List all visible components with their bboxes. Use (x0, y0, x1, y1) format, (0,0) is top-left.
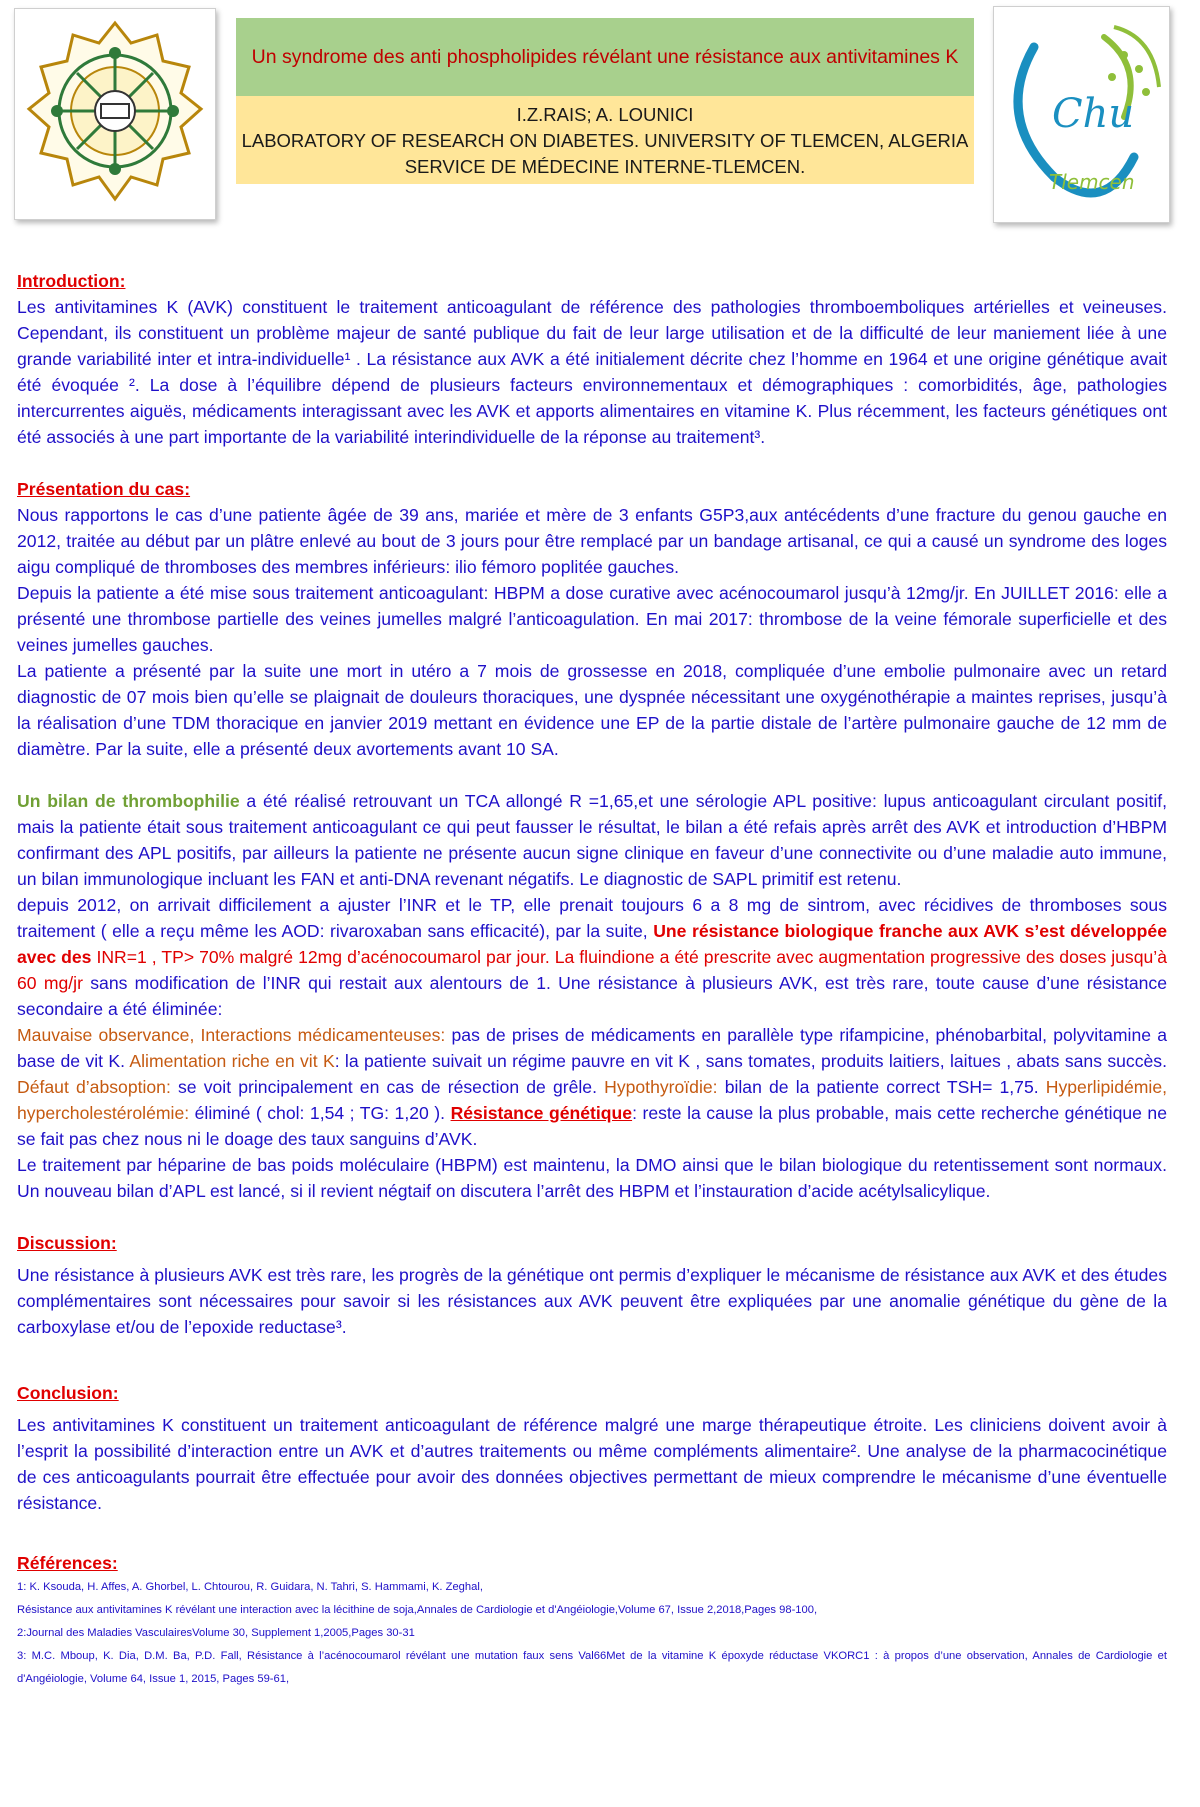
thrombophilia-paragraph (17, 788, 1167, 892)
chu-tlemcen-logo-icon (994, 7, 1169, 222)
cause-label: Hypothyroïdie: (604, 1077, 718, 1097)
cause-text: : la patiente suivait un régime pauvre en vit K , sans tomates, produits laitiers, laitues , abats sans succès. (334, 1051, 1167, 1071)
causes-paragraph (17, 1022, 1167, 1152)
inr-text-1: depuis 2012, on arrivait difficilement a ajuster l’INR et le TP, elle prenait toujours 6 a 8 mg de sintrom, avec récidives de thromboses sous traitement ( elle a reçu même les AOD: rivaroxaban sans efficacité), par la suite, (17, 895, 1167, 941)
reference-item: 3: M.C. Mboup, K. Dia, D.M. Ba, P.D. Fall, Résistance à l’acénocoumarol révélant une mutation faux sens Val66Met de la vitamine K époxyde réductase VKORC1 : à propos d’une observation, Annales de Cardiologie et d'Angéiologie, Volume 64, Issue 1, 2015, Pages 59-61, (17, 1650, 1167, 1685)
cause-text: éliminé ( chol: 1,54 ; TG: 1,20 ). (189, 1103, 451, 1123)
cause-label: Défaut d’absoption: (17, 1077, 171, 1097)
poster-title: Un syndrome des anti phospholipides révélant une résistance aux antivitamines K (251, 45, 959, 68)
university-logo (14, 8, 216, 220)
cause-text: se voit principalement en cas de résection de grêle. (170, 1077, 605, 1097)
thrombophilia-text: a été réalisé retrouvant un TCA allongé R =1,65,et une sérologie APL positive: lupus anticoagulant circulant positif, mais la patiente était sous traitement anticoagulant ce qui peut fausser le résultat, le bilan a été refais après arrêt des AVK et introduction d’HBPM confirmant des APL positifs, par ailleurs la patiente ne présente aucun signe clinique en faveur d’une connectivite ou d’une maladie auto immune, un bilan immunologique incluant les FAN et anti-DNA revenant négatifs. Le diagnostic de SAPL primitif est retenu. (17, 791, 1168, 889)
reference-item: Résistance aux antivitamines K révélant une interaction avec la lécithine de soja,Annales de Cardiologie et d'Angéiologie,Volume 67, Issue 2,2018,Pages 98-100, (17, 1604, 818, 1616)
university-seal-icon (15, 9, 215, 219)
cause-label: Mauvaise observance, Interactions médicamenteuses: (17, 1025, 446, 1045)
inr-values-highlight: INR=1 , TP> 70% malgré 12mg d’acénocoumarol par jour. La fluindione a été prescrite avec augmentation progressive des doses jusqu’à 60 mg/jr (17, 947, 1167, 993)
references-heading: Références: (17, 1553, 118, 1573)
discussion-heading: Discussion: (17, 1233, 117, 1253)
reference-item: 1: K. Ksouda, H. Affes, A. Ghorbel, L. Chtourou, R. Guidara, N. Tahri, S. Hammami, K. Zeghal, (17, 1581, 483, 1593)
cause-label: Alimentation riche en vit K (129, 1051, 335, 1071)
reference-item: 2:Journal des Maladies VasculairesVolume 30, Supplement 1,2005,Pages 30-31 (17, 1627, 415, 1639)
case-paragraph-2: Depuis la patiente a été mise sous traitement anticoagulant: HBPM a dose curative avec acénocoumarol jusqu’à 12mg/jr. En JUILLET 2016: elle a présenté une thrombose partielle des veines jumelles malgré l’anticoagulation. En mai 2017: thrombose de la veine fémorale superficielle et des veines jumelles gauches. (17, 583, 1167, 655)
case-paragraph-1: Nous rapportons le cas d’une patiente âgée de 39 ans, mariée et mère de 3 enfants G5P3,aux antécédents d’une fracture du genou gauche en 2012, traitée au début par un plâtre enlevé au bout de 3 jours pour être remplacé par un bandage artisanal, ce qui a causé un syndrome des loges aigu compliqué de thromboses des membres inférieurs: ilio fémoro poplitée gauches. (17, 505, 1167, 577)
case-heading: Présentation du cas: (17, 479, 191, 499)
case-paragraph-3: La patiente a présenté par la suite une mort in utéro a 7 mois de grossesse en 2018, compliquée d’une embolie pulmonaire avec un retard diagnostic de 07 mois bien qu’elle se plaignait de douleurs thoraciques, une dyspnée nécessitant une oxygénothérapie a maintes reprises, jusqu’à la réalisation d’une TDM thoracique en janvier 2019 mettant en évidence une EP de la partie distale de l’artère pulmonaire gauche de 12 mm de diamètre. Par la suite, elle a présenté deux avortements avant 10 SA. (17, 661, 1167, 759)
affiliation-laboratory: LABORATORY OF RESEARCH ON DIABETES. UNIVERSITY OF TLEMCEN, ALGERIA (241, 130, 969, 151)
genetic-resistance-text: : reste la cause la plus probable, mais cette recherche génétique ne se fait pas chez nous ni le doage des taux sanguins d’AVK. (17, 1103, 1168, 1149)
inr-paragraph (17, 892, 1167, 1022)
author-band (236, 96, 974, 184)
chu-logo (993, 6, 1170, 223)
thrombophilia-highlight: Un bilan de thrombophilie (17, 791, 240, 811)
cause-label: Hyperlipidémie, hypercholestérolémie: (17, 1077, 1167, 1123)
affiliation-service: SERVICE DE MÉDECINE INTERNE-TLEMCEN. (404, 156, 806, 177)
poster-title-band (236, 18, 974, 96)
inr-text-2: sans modification de l’INR qui restait aux alentours de 1. Une résistance à plusieurs AVK, est très rare, toute cause d’une résistance secondaire a été éliminée: (17, 973, 1167, 1019)
introduction-text: Les antivitamines K (AVK) constituent le traitement anticoagulant de référence des pathologies thromboemboliques artérielles et veineuses. Cependant, ils constituent un problème majeur de santé publique du fait de leur large utilisation et de la difficulté de leur maniement liée à une grande variabilité inter et intra-individuelle¹ . La résistance aux AVK a été initialement décrite chez l’homme en 1964 et une origine génétique avait été évoquée ². La dose à l’équilibre dépend de plusieurs facteurs environnementaux et démographiques : comorbidités, âge, pathologies intercurrentes aiguës, médicaments interagissant avec les AVK et apports alimentaires en vitamine K. Plus récemment, les facteurs génétiques ont été associés à une part importante de la variabilité interindividuelle de la réponse au traitement³. (17, 297, 1167, 447)
introduction-heading: Introduction: (17, 271, 126, 291)
conclusion-heading: Conclusion: (17, 1383, 119, 1403)
references-list (17, 1576, 1167, 1691)
treatment-paragraph: Le traitement par héparine de bas poids moléculaire (HBPM) est maintenu, la DMO ainsi que le bilan biologique du retentissement sont normaux. Un nouveau bilan d’APL est lancé, si il revient négtaif on discutera l’arrêt des HBPM et l’instauration d’acide acétylsalicylique. (17, 1155, 1167, 1201)
cause-text: pas de prises de médicaments en parallèle type rifampicine, phénobarbital, polyvitamine a base de vit K. (17, 1025, 1167, 1071)
authors: I.Z.RAIS; A. LOUNICI (516, 104, 694, 125)
genetic-resistance-label: Résistance génétique (450, 1103, 633, 1123)
conclusion-text: Les antivitamines K constituent un traitement anticoagulant de référence malgré une marge thérapeutique étroite. Les cliniciens doivent avoir à l’esprit la possibilité d’interaction entre un AVK et d’autres traitements ou même compléments alimentaire². Une analyse de la pharmacocinétique de ces anticoagulants pourrait être effectuée pour avoir des données objectives permettant de mieux comprendre le mécanisme d’une éventuelle résistance. (17, 1415, 1167, 1513)
logo-tlemcen-text: Tlemcen (1049, 170, 1135, 194)
logo-chu-text: Chu (1052, 91, 1135, 137)
cause-text: bilan de la patiente correct TSH= 1,75. (717, 1077, 1046, 1097)
discussion-text: Une résistance à plusieurs AVK est très rare, les progrès de la génétique ont permis d’expliquer le mécanisme de résistance aux AVK et des études complémentaires sont nécessaires pour savoir si les résistances aux AVK peuvent être expliquées par une anomalie génétique du gène de la carboxylase et/ou de l’epoxide reductase³. (17, 1265, 1167, 1337)
resistance-highlight: Une résistance biologique franche aux AVK s’est développée avec des (17, 921, 1167, 967)
poster-body (17, 268, 1167, 1691)
